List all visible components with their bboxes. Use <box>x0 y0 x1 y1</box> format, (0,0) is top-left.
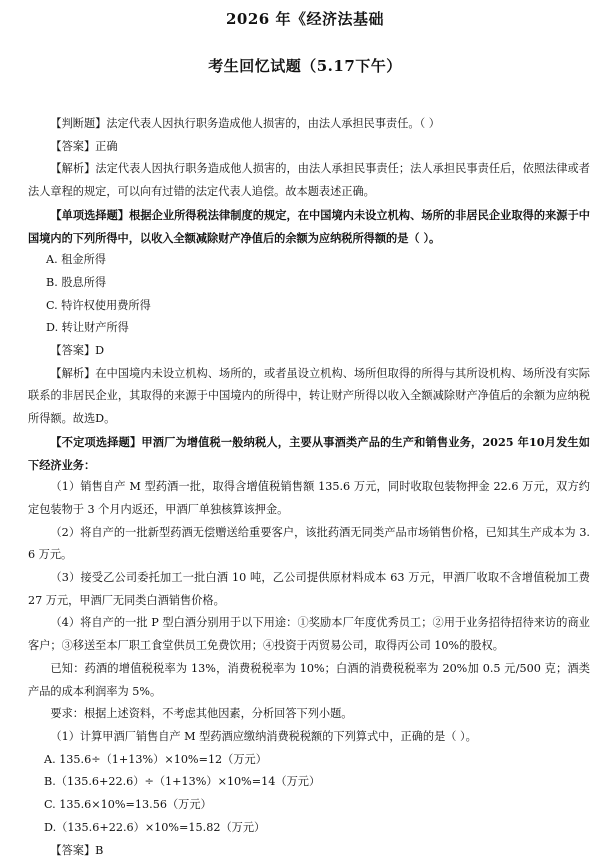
q1-analysis: 【解析】法定代表人因执行职务造成他人损害的，由法人承担民事责任；法人承担民事责任后，依照法律或者法人章程的规定，可以向有过错的法定代表人追偿。故本题表述正确。 <box>28 158 590 203</box>
q3-label: 【不定项选择题】 <box>50 435 141 449</box>
document-body <box>28 113 590 862</box>
q3-sub1-option-a: A. 135.6÷（1+13%）×10%=12（万元） <box>28 749 590 772</box>
q3-sub1-option-d: D.（135.6+22.6）×10%=15.82（万元） <box>28 817 590 840</box>
q3-requirement: 要求：根据上述资料，不考虑其他因素，分析回答下列小题。 <box>28 703 590 726</box>
q3-sub1-answer: 【答案】B <box>28 840 590 862</box>
q3-stem: 甲酒厂为增值税一般纳税人，主要从事酒类产品的生产和销售业务，2025 年10月发生如下经济业务： <box>28 435 590 472</box>
q2-option-c: C. 特许权使用费所得 <box>28 295 590 318</box>
q2-option-d: D. 转让财产所得 <box>28 317 590 340</box>
document-title: 2026 年《经济法基础 <box>0 8 610 29</box>
q2-analysis: 【解析】在中国境内未设立机构、场所的，或者虽设立机构、场所但取得的所得与其所设机构、场所没有实际联系的非居民企业，其取得的来源于中国境内的所得中，转让财产所得以收入全额减除财产净值后的余额为应纳税所得额。故选D。 <box>28 363 590 431</box>
q3-item-1: （1）销售自产 M 型药酒一批，取得含增值税销售额 135.6 万元，同时收取包装物押金 22.6 万元，双方约定包装物于 3 个月内返还，甲酒厂单独核算该押金。 <box>28 476 590 521</box>
q3-item-2: （2）将自产的一批新型药酒无偿赠送给重要客户，该批药酒无同类产品市场销售价格，已知其生产成本为 3.6 万元。 <box>28 522 590 567</box>
q2-label: 【单项选择题】 <box>50 208 129 222</box>
q2-stem: 根据企业所得税法律制度的规定，在中国境内未设立机构、场所的非居民企业取得的来源于中国境内的下列所得中，以收入全额减除财产净值后的余额为应纳税所得额的是（ ）。 <box>28 208 590 245</box>
q3-item-3: （3）接受乙公司委托加工一批白酒 10 吨，乙公司提供原材料成本 63 万元，甲酒厂收取不含增值税加工费 27 万元，甲酒厂无同类白酒销售价格。 <box>28 567 590 612</box>
q3-known: 已知：药酒的增值税税率为 13%，消费税税率为 10%；白酒的消费税税率为 20%加 0.5 元/500 克；酒类产品的成本利润率为 5%。 <box>28 658 590 703</box>
q1-answer: 【答案】正确 <box>28 136 590 159</box>
q3-question <box>28 431 590 476</box>
q3-sub1-option-b: B.（135.6+22.6）÷（1+13%）×10%=14（万元） <box>28 771 590 794</box>
q3-item-4: （4）将自产的一批 P 型白酒分别用于以下用途：①奖励本厂年度优秀员工；②用于业务招待招待来访的商业客户；③移送至本厂职工食堂供员工免费饮用；④投资于丙贸易公司，取得丙公司 10%的股权。 <box>28 612 590 657</box>
q2-option-a: A. 租金所得 <box>28 249 590 272</box>
q3-sub1-option-c: C. 135.6×10%=13.56（万元） <box>28 794 590 817</box>
q2-option-b: B. 股息所得 <box>28 272 590 295</box>
q2-answer: 【答案】D <box>28 340 590 363</box>
q2-question <box>28 204 590 249</box>
q3-sub1-question: （1）计算甲酒厂销售自产 M 型药酒应缴纳消费税税额的下列算式中，正确的是（ ）。 <box>28 726 590 749</box>
document-subtitle: 考生回忆试题（5.17下午） <box>0 55 610 76</box>
q1-question: 【判断题】法定代表人因执行职务造成他人损害的，由法人承担民事责任。（ ） <box>28 113 590 136</box>
